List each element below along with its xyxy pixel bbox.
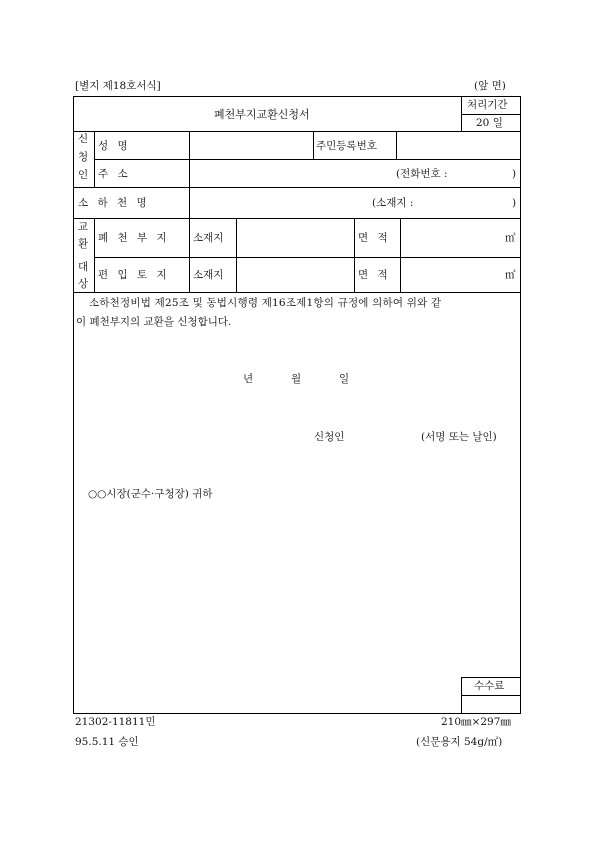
address-label: 주 소 [98,168,131,180]
exchange-section-label-3: 대 [78,261,89,273]
divider [73,131,521,132]
date-month-label: 월 [291,373,302,385]
divider [461,695,521,696]
divider [94,218,95,292]
paper-size: 210㎜×297㎜ [441,716,511,728]
incorporated-area-unit: ㎡ [505,269,516,281]
divider [236,218,237,292]
paper-type: (신문용지 54g/㎡) [416,736,503,748]
divider [73,218,521,219]
form-title: 폐천부지교환신청서 [214,108,310,121]
divider [400,218,401,292]
applicant-section-label-1: 신 [78,133,89,145]
stream-location-close: ) [512,197,517,209]
date-day-label: 일 [339,373,350,385]
exchange-section-label-1: 교 [78,221,89,233]
incorporated-area-label: 면 적 [358,269,391,281]
phone-label: (전화번호 : [396,168,448,180]
form-frame [73,96,521,714]
phone-close: ) [512,168,517,180]
processing-period-label: 처리기간 [467,99,508,111]
form-code: 21302-11811민 [75,716,156,728]
divider [354,218,355,292]
statement-line-2: 이 폐천부지의 교환을 신청합니다. [76,316,232,328]
form-number: [별지 제18호서식] [75,80,161,92]
divider [73,187,521,188]
abandoned-location-label: 소재지 [193,232,224,244]
incorporated-location-label: 소재지 [193,269,224,281]
applicant-section-label-3: 인 [78,169,89,181]
applicant-section-label-2: 청 [78,151,89,163]
divider [313,131,314,159]
resident-number-label: 주민등록번호 [316,140,377,152]
divider [189,187,190,218]
name-label: 성 명 [98,140,131,152]
divider [94,159,521,160]
stream-name-label: 소 하 천 명 [78,197,150,209]
addressee: ○○시장(군수·구청장) 귀하 [88,488,213,500]
divider [461,677,462,714]
applicant-signature-label: 신청인 [314,431,345,443]
divider [461,114,521,115]
exchange-section-label-4: 상 [78,278,89,290]
date-year-label: 년 [243,373,254,385]
processing-period-value: 20 일 [476,117,503,129]
divider [189,131,190,187]
abandoned-land-label: 폐 천 부 지 [98,232,170,244]
divider [189,218,190,292]
abandoned-area-unit: ㎡ [505,232,516,244]
fee-label: 수수료 [474,680,505,692]
abandoned-area-label: 면 적 [358,232,391,244]
divider [396,131,397,159]
incorporated-land-label: 편 입 토 지 [98,269,170,281]
divider [461,677,521,678]
divider [94,257,521,258]
page-side: (앞 면) [474,80,506,92]
divider [73,292,521,293]
approval-date: 95.5.11 승인 [75,736,139,748]
signature-note: (서명 또는 날인) [421,431,497,443]
exchange-section-label-2: 환 [78,238,89,250]
statement-line-1: 소하천정비법 제25조 및 동법시행령 제16조제1항의 규정에 의하여 위와 같 [89,297,442,309]
stream-location-label: (소재지 : [372,197,414,209]
